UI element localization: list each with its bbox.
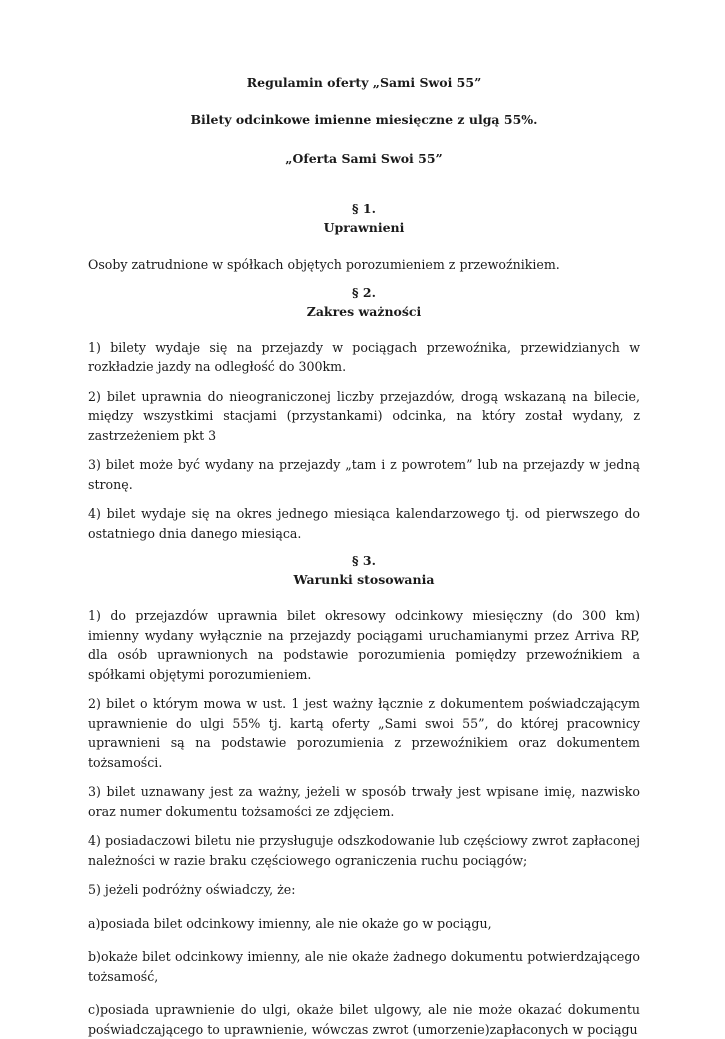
document-page — [88, 66, 640, 1039]
section-2-point-4: 4) bilet wydaje się na okres jednego miesiąca kalendarzowego tj. od pierwszego do ostatniego dnia danego miesiąca. — [88, 506, 640, 541]
section-1-text: Osoby zatrudnione w spółkach objętych porozumieniem z przewoźnikiem. — [88, 257, 560, 272]
offer-name: „Oferta Sami Swoi 55” — [285, 151, 443, 166]
section-3-point-5b: b)okaże bilet odcinkowy imienny, ale nie okaże żadnego dokumentu potwierdzającego tożsamość, — [88, 949, 640, 984]
section-3-point-5c: c)posiada uprawnienie do ulgi, okaże bilet ulgowy, ale nie może okazać dokumentu poświadczającego to uprawnienie, wówczas zwrot (umorzenie)zapłaconych w pociągu — [88, 1002, 640, 1037]
section-3-point-1: 1) do przejazdów uprawnia bilet okresowy odcinkowy miesięczny (do 300 km) imienny wydany wyłącznie na przejazdy pociągami uruchamianymi przez Arriva RP, dla osób uprawnionych na podstawie porozumienia pomiędzy przewoźnikiem a spółkami objętymi porozumieniem. — [88, 608, 640, 682]
document-title: Regulamin oferty „Sami Swoi 55” — [246, 75, 482, 90]
section-3-point-2: 2) bilet o którym mowa w ust. 1 jest ważny łącznie z dokumentem poświadczającym uprawnienie do ulgi 55% tj. kartą oferty „Sami swoi 55”, do której pracownicy uprawnieni są na podstawie porozumienia z przewoźnikiem oraz dokumentem tożsamości. — [88, 696, 640, 770]
section-3-point-3: 3) bilet uznawany jest za ważny, jeżeli w sposób trwały jest wpisane imię, nazwisko oraz numer dokumentu tożsamości ze zdjęciem. — [88, 784, 640, 819]
section-3-point-5: 5) jeżeli podróżny oświadczy, że: — [88, 882, 296, 897]
section-1-number: § 1. — [352, 201, 376, 216]
document-subtitle: Bilety odcinkowe imienne miesięczne z ulgą 55%. — [190, 112, 538, 127]
section-2-point-3: 3) bilet może być wydany na przejazdy „tam i z powrotem” lub na przejazdy w jedną stronę. — [88, 457, 640, 492]
section-3-point-5a: a)posiada bilet odcinkowy imienny, ale nie okaże go w pociągu, — [88, 915, 492, 931]
section-3-number: § 3. — [352, 553, 376, 568]
section-1-heading: Uprawnieni — [323, 220, 405, 235]
section-2-point-1: 1) bilety wydaje się na przejazdy w pociągach przewoźnika, przewidzianych w rozkładzie jazdy na odległość do 300km. — [88, 339, 640, 374]
section-3-point-4: 4) posiadaczowi biletu nie przysługuje odszkodowanie lub częściowy zwrot zapłaconej należności w razie braku częściowego ograniczenia ruchu pociągów; — [88, 833, 640, 868]
section-2-number: § 2. — [352, 284, 376, 300]
section-2-point-2: 2) bilet uprawnia do nieograniczonej liczby przejazdów, drogą wskazaną na bilecie, między wszystkimi stacjami (przystankami) odcinka, na który został wydany, z zastrzeżeniem pkt 3 — [88, 388, 640, 443]
section-3-heading: Warunki stosowania — [293, 572, 435, 587]
section-2-heading: Zakres ważności — [306, 303, 422, 319]
